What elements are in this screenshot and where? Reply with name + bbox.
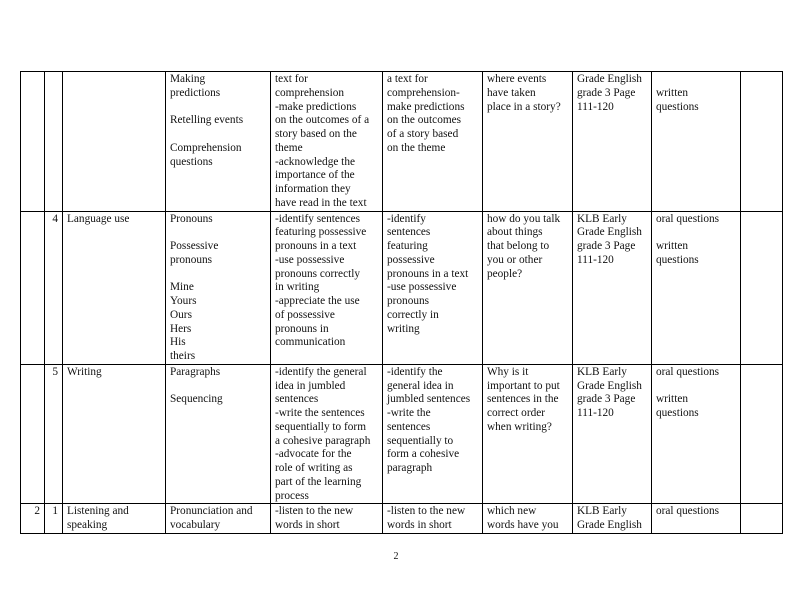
cell-week: [21, 364, 45, 504]
cell-strand: [63, 72, 166, 212]
cell-strand: Listening and speaking: [63, 504, 166, 534]
cell-resources: KLB Early Grade English grade 3 Page 111-120: [573, 211, 652, 364]
cell-remarks: [741, 72, 783, 212]
cell-experiences: a text for comprehension- make predictions on the outcomes of a story based on the theme: [383, 72, 483, 212]
cell-inquiry: Why is it important to put sentences in the correct order when writing?: [483, 364, 573, 504]
cell-resources: KLB Early Grade English: [573, 504, 652, 534]
cell-inquiry: where events have taken place in a story?: [483, 72, 573, 212]
cell-resources: KLB Early Grade English grade 3 Page 111-120: [573, 364, 652, 504]
cell-remarks: [741, 211, 783, 364]
cell-remarks: [741, 364, 783, 504]
cell-remarks: [741, 504, 783, 534]
cell-experiences: -identify sentences featuring possessive pronouns in a text -use possessive pronouns correctly in writing: [383, 211, 483, 364]
cell-outcomes: -identify the general idea in jumbled sentences -write the sentences sequentially to form a cohesive paragraph -advocate for the role of writing as part of the learning process: [271, 364, 383, 504]
cell-lesson: [45, 72, 63, 212]
cell-inquiry: how do you talk about things that belong to you or other people?: [483, 211, 573, 364]
cell-outcomes: -listen to the new words in short: [271, 504, 383, 534]
cell-week: 2: [21, 504, 45, 534]
cell-week: [21, 72, 45, 212]
table-row: [21, 364, 783, 504]
table-row: [21, 504, 783, 534]
cell-assessment: oral questions written questions: [652, 211, 741, 364]
cell-assessment: oral questions: [652, 504, 741, 534]
cell-sub-strand: Pronouns Possessive pronouns Mine Yours Ours Hers His theirs: [166, 211, 271, 364]
cell-sub-strand: Making predictions Retelling events Comprehension questions: [166, 72, 271, 212]
cell-sub-strand: Pronunciation and vocabulary: [166, 504, 271, 534]
cell-experiences: -identify the general idea in jumbled sentences -write the sentences sequentially to form a cohesive paragraph: [383, 364, 483, 504]
cell-outcomes: text for comprehension -make predictions on the outcomes of a story based on the theme -acknowledge the importance of the information they have read in the text: [271, 72, 383, 212]
cell-strand: Language use: [63, 211, 166, 364]
table-row: [21, 211, 783, 364]
table-row: [21, 72, 783, 212]
cell-outcomes: -identify sentences featuring possessive pronouns in a text -use possessive pronouns correctly in writing -appreciate the use of possessive pronouns in communication: [271, 211, 383, 364]
page-number: 2: [393, 551, 399, 562]
cell-assessment: written questions: [652, 72, 741, 212]
cell-inquiry: which new words have you: [483, 504, 573, 534]
scheme-of-work-table: [20, 71, 783, 534]
cell-experiences: -listen to the new words in short: [383, 504, 483, 534]
cell-lesson: 5: [45, 364, 63, 504]
cell-sub-strand: Paragraphs Sequencing: [166, 364, 271, 504]
cell-lesson: 1: [45, 504, 63, 534]
cell-resources: Grade English grade 3 Page 111-120: [573, 72, 652, 212]
cell-week: [21, 211, 45, 364]
cell-lesson: 4: [45, 211, 63, 364]
cell-assessment: oral questions written questions: [652, 364, 741, 504]
cell-strand: Writing: [63, 364, 166, 504]
